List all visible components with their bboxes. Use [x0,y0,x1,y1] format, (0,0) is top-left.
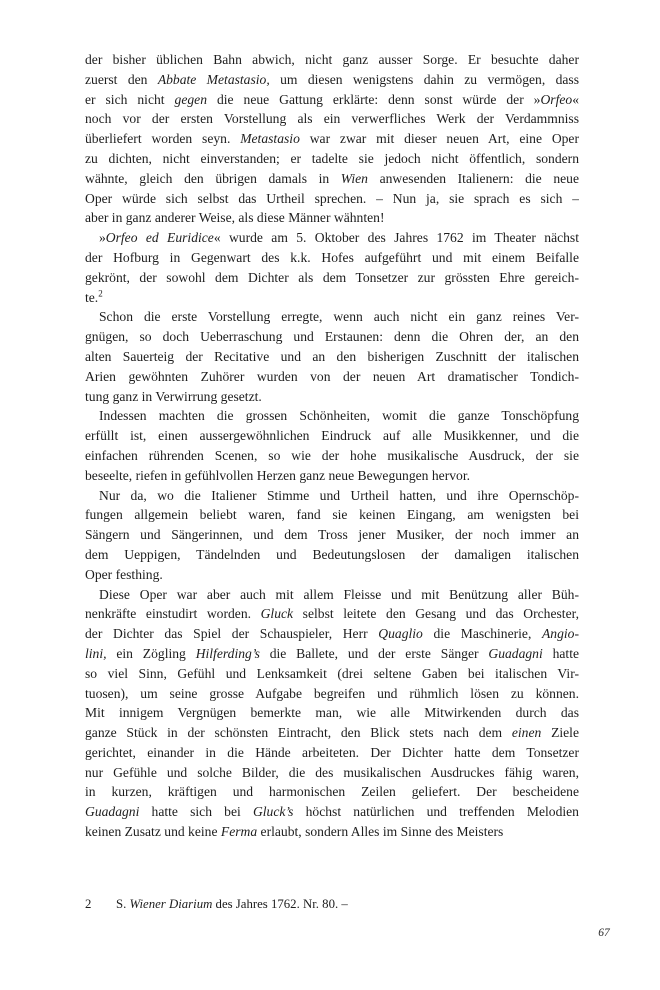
text-line [85,129,579,149]
text-run: fungen allgemein beliebt waren, fand sie keinen Eingang, am wenigsten bei [85,507,579,523]
text-line [85,446,579,466]
text-line [85,406,579,426]
text-line [85,327,579,347]
text-run: Arien gewöhnten Zuhörer wurden von der neuen Art dramatischer Tondich- [85,368,579,384]
text-run: überliefert worden seyn. [85,131,241,147]
body-text [85,50,579,842]
text-run: aber in ganz anderer Weise, als diese Männer wähnten! [85,210,385,226]
text-run: alten Sauerteig der Recitative und an den bisherigen Zuschnitt der italischen [85,348,579,364]
text-run: Nur da, wo die Italiener Stimme und Urtheil hatten, und ihre Opernschöp- [99,487,579,503]
text-run: dem Ueppigen, Tändelnden und Bedeutungslosen der damaligen italischen [85,546,579,562]
footnote-text [116,896,579,913]
text-run: so viel Sinn, Gefühl und Lenksamkeit (drei seltene Gaben bei italischen Vir- [85,665,579,681]
text-line [85,565,579,585]
text-run: gerichtet, einander in die Hände arbeiteten. Der Dichter hatte dem Tonsetzer [85,744,579,760]
text-run: hatte [542,645,579,661]
text-run: um diesen wenigstens dahin zu vermögen, dass [269,71,579,87]
text-run: lini, [85,645,107,661]
text-run: einfachen rührenden Scenen, so wie der hohe musikalische Ausdruck, der sie [85,447,579,463]
text-line [85,525,579,545]
text-run: » [99,230,106,246]
text-run: gnügen, so doch Ueberraschung und Erstaunen: denn die Ohren der, an den [85,329,579,345]
text-line [85,505,579,525]
text-run: Diese Oper war aber auch mit allem Fleisse und mit Benützung aller Büh- [99,586,579,602]
text-run: « wurde am 5. Oktober des Jahres 1762 im Theater nächst [213,230,579,246]
text-run: Gluck [260,606,294,622]
page-number: 67 [598,927,610,939]
text-run: te. [85,289,99,305]
text-line [85,664,579,684]
text-run: höchst natürlichen und treffenden Melodien [293,804,579,820]
text-run: beseelte, riefen in gefühlvollen Herzen ganz neue Bewegungen hervor. [85,467,470,483]
text-run: er sich nicht [85,91,175,107]
text-run: der bisher üblichen Bahn abwich, nicht ganz ausser Sorge. Er besuchte daher [85,52,579,67]
text-run: die Maschinerie, [422,626,542,642]
text-run: noch vor der ersten Vorstellung als ein verwerfliches Werk der Verdammniss [85,111,579,127]
text-run: zuerst den [85,71,158,87]
text-line [85,644,579,664]
text-line [85,604,579,624]
text-run: selbst leitete den Gesang und das Orchester, [293,606,579,622]
text-line [85,268,579,288]
text-line [85,585,579,605]
text-run: Schon die erste Vorstellung erregte, wenn auch nicht ein ganz reines Ver- [99,309,579,325]
text-run: Ziele [541,725,579,741]
text-line [85,208,579,228]
text-line [85,90,579,110]
text-run: die Ballete, und der erste Sänger [259,645,489,661]
text-line [85,545,579,565]
text-line [85,248,579,268]
text-line [85,367,579,387]
text-line [85,426,579,446]
text-line [85,228,579,248]
text-run: Guadagni [488,645,543,661]
text-line [85,624,579,644]
text-run: Orfeo [540,91,573,107]
text-line [85,782,579,802]
text-line [85,822,579,842]
text-run: der Dichter das Spiel der Schauspieler, Herr [85,626,379,642]
text-run: tuosen), um seine grosse Aufgabe begreifen und rühmlich lösen zu können. [85,685,579,701]
text-run: der Hofburg in Gegenwart des k.k. Hofes aufgeführt und mit einem Beifalle [85,249,579,265]
text-run: gekrönt, der sowohl dem Dichter als dem Tonsetzer zur grössten Ehre gereich- [85,269,579,285]
text-line [85,169,579,189]
text-run: erfüllt ist, einen aussergewöhnlichen Eindruck auf alle Musikkenner, und die [85,428,579,444]
text-line [85,70,579,90]
text-line [85,387,579,407]
text-run: Abbate Metastasio, [157,71,270,87]
text-run: « [572,91,579,107]
text-run: Gluck’s [252,804,294,820]
text-line [85,109,579,129]
text-run: Mit innigem Vergnügen bemerkte man, wie alle Mitwirkenden durch das [85,705,579,721]
text-line [85,743,579,763]
text-run: erlaubt, sondern Alles im Sinne des Meisters [257,824,504,840]
text-line [85,802,579,822]
text-run: Angio- [542,626,579,642]
text-run: nur Gefühle und solche Bilder, die des musikalischen Ausdruckes fähig waren, [85,764,579,780]
text-run: gegen [174,91,207,107]
text-run: Oper würde sich selbst das Urtheil sprechen. – Nun ja, sie sprach es sich – [85,190,579,206]
text-run: Hilferding’s [195,645,260,661]
footnote-reference: 2 [98,288,103,299]
text-run: Sängern und Sängerinnen, und dem Tross jener Musiker, der noch immer an [85,527,579,543]
text-run: in kurzen, kräftigen und harmonischen Zeilen geliefert. Der bescheidene [85,784,579,800]
text-run: die neue Gattung erklärte: denn sonst würde der » [207,91,541,107]
text-run: Quaglio [378,626,423,642]
text-line [85,189,579,209]
text-run: Orfeo ed Euridice [105,230,214,246]
text-run: anwesenden Italienern: die neue [367,170,579,186]
text-run: S. [116,897,130,911]
text-line [85,703,579,723]
text-line [85,307,579,327]
text-line [85,763,579,783]
text-line [85,723,579,743]
text-line [85,288,579,308]
text-line [85,466,579,486]
text-run: einen [511,725,542,741]
text-line [85,684,579,704]
text-run: Metastasio [240,131,300,147]
text-line [85,347,579,367]
text-run: Indessen machten die grossen Schönheiten, womit die ganze Tonschöpfung [99,408,579,424]
text-line [85,486,579,506]
text-run: nenkräfte einstudirt worden. [85,606,261,622]
footnote-marker: 2 [85,897,92,911]
text-run: Ferma [220,824,258,840]
text-run: war zwar mit dieser neuen Art, eine Oper [299,131,579,147]
text-run: zu dichten, nicht einverstanden; er tadelte sie jedoch nicht öffentlich, sondern [85,150,579,166]
text-run: Wien [340,170,368,186]
text-run: Guadagni [85,804,140,820]
text-run: keinen Zusatz und keine [85,824,221,840]
text-line [85,50,579,70]
text-run: tung ganz in Verwirrung gesetzt. [85,388,262,404]
text-run: ein Zögling [106,645,196,661]
footnote [85,896,579,913]
text-line [85,149,579,169]
text-run: wähnte, gleich den übrigen damals in [85,170,341,186]
text-run: Wiener Diarium [129,897,213,911]
text-run: ganze Stück in der schönsten Eintracht, den Blick stets nach dem [85,725,512,741]
text-run: Oper festhing. [85,566,163,582]
text-run: hatte sich bei [139,804,253,820]
text-run: des Jahres 1762. Nr. 80. – [212,897,348,911]
